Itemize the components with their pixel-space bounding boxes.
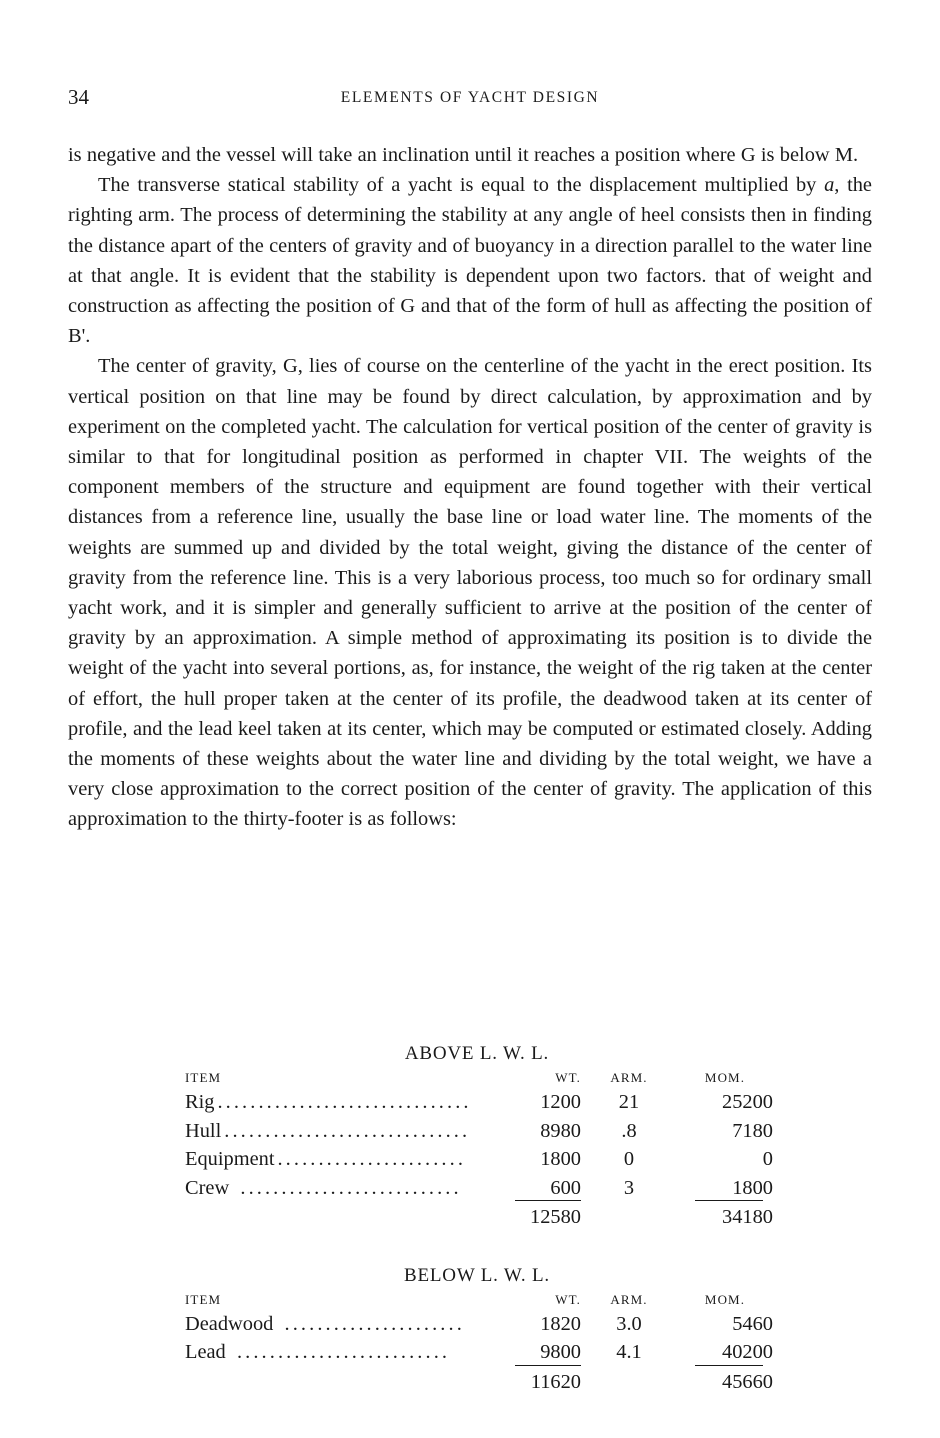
cell-mom: 7180	[732, 1119, 773, 1142]
cell-wt: 8980	[540, 1119, 581, 1142]
table-block-below	[68, 1262, 872, 1397]
item-name: Equipment	[185, 1148, 277, 1170]
column-header-mom: MOM.	[704, 1291, 746, 1307]
table-block-above	[68, 1040, 872, 1232]
total-wt: 12580	[530, 1206, 581, 1228]
cell-arm: 4.1	[616, 1341, 642, 1363]
column-header-item: ITEM	[185, 1291, 222, 1307]
column-header-wt: WT.	[555, 1070, 581, 1085]
weight-calculation-tables	[68, 1040, 872, 1396]
table-total-row	[185, 1367, 773, 1397]
table-row	[185, 1117, 773, 1146]
table-row	[185, 1338, 773, 1367]
total-arm-empty	[581, 1202, 677, 1232]
cell-wt: 600	[501, 1174, 581, 1203]
column-header-arm: ARM.	[610, 1291, 648, 1307]
cell-item	[185, 1338, 501, 1367]
cell-item	[185, 1117, 501, 1146]
paragraph-2: The transverse statical stability of a yacht is equal to the displacement multiplied by a, the righting arm. The process of determining the stability at any angle of heel consists then in finding the distance apart of the centers of gravity and of buoyancy in a direction parallel to the water line at that angle. It is evident that the stability is dependent upon two factors. that of weight and construction as affecting the position of G and that of the form of hull as affecting the position of B'.	[68, 174, 872, 348]
cell-mom: 25200	[722, 1091, 773, 1113]
cell-item	[185, 1088, 501, 1117]
dot-leader: ..........................	[228, 1341, 451, 1363]
cell-item-empty	[185, 1367, 501, 1397]
variable-a: a	[824, 174, 835, 197]
cell-wt: 1820	[540, 1312, 581, 1335]
column-header-wt: WT.	[555, 1291, 581, 1307]
column-header-item: ITEM	[185, 1070, 222, 1085]
cell-mom: 40200	[677, 1338, 773, 1367]
total-mom: 45660	[722, 1370, 773, 1393]
cell-wt: 1200	[540, 1091, 581, 1113]
table-row	[185, 1174, 773, 1203]
cell-arm: 21	[618, 1091, 640, 1113]
cell-wt: 9800	[501, 1338, 581, 1367]
dot-leader: .......................	[277, 1148, 467, 1170]
paragraph-1: is negative and the vessel will take an inclination until it reaches a position where G is below M.	[68, 144, 859, 166]
table-row	[185, 1088, 773, 1117]
cell-item	[185, 1145, 501, 1174]
page-number: 34	[68, 85, 89, 109]
cell-arm: 0	[623, 1148, 635, 1170]
cell-mom: 0	[762, 1148, 773, 1170]
item-name: Hull	[185, 1120, 224, 1142]
item-name: Deadwood	[185, 1313, 276, 1335]
dot-leader: ..............................	[224, 1119, 471, 1142]
total-wt: 11620	[530, 1370, 581, 1393]
total-mom: 34180	[722, 1206, 773, 1228]
total-arm-empty	[581, 1367, 677, 1397]
body-text	[68, 140, 872, 835]
cell-arm: 3	[623, 1176, 635, 1199]
item-name: Crew	[185, 1177, 232, 1199]
dot-leader: ...........................	[232, 1176, 462, 1199]
column-header-mom: MOM.	[704, 1070, 746, 1085]
cell-mom: 1800	[677, 1174, 773, 1203]
table-row	[185, 1310, 773, 1339]
table-total-row	[185, 1202, 773, 1232]
item-name: Lead	[185, 1341, 229, 1363]
cell-mom: 5460	[732, 1312, 773, 1335]
column-header-arm: ARM.	[610, 1070, 648, 1085]
table-header-row	[185, 1068, 773, 1088]
item-name: Rig	[185, 1091, 217, 1113]
cell-arm: .8	[621, 1119, 637, 1142]
running-head-title: ELEMENTS OF YACHT DESIGN	[340, 89, 600, 106]
cell-item-empty	[185, 1202, 501, 1232]
table-below	[185, 1290, 773, 1397]
running-head	[68, 84, 872, 110]
paragraph-3: The center of gravity, G, lies of course on the centerline of the yacht in the erect position. Its vertical position on that line may be found by direct calculation, by approximation and by experiment on the completed yacht. The calculation for vertical position of the center of gravity is similar to that for longitudinal position as performed in chapter VII. The weights of the component members of the structure and equipment are found together with their vertical distances from a reference line, usually the base line or load water line. The moments of the weights are summed up and divided by the total weight, giving the distance of the center of gravity from the reference line. This is a very laborious process, too much so for ordinary small yacht work, and it is simpler and generally sufficient to arrive at the position of the center of gravity by an approximation. A simple method of approximating its position is to divide the weight of the yacht into several portions, as, for instance, the weight of the rig taken at the center of effort, the hull proper taken at the center of its profile, the deadwood taken at its center of profile, and the lead keel taken at its center, which may be computed or estimated closely. Adding the moments of these weights about the water line and dividing by the total weight, we have a very close approximation to the correct position of the center of gravity. The application of this approximation to the thirty-footer is as follows:	[68, 355, 872, 831]
table-caption-above: ABOVE L. W. L.	[404, 1043, 550, 1064]
cell-item	[185, 1310, 501, 1339]
dot-leader: ......................	[276, 1312, 465, 1335]
table-caption-below: BELOW L. W. L.	[404, 1264, 550, 1286]
table-header-row	[185, 1290, 773, 1310]
table-spacer	[68, 1232, 872, 1262]
dot-leader: ...............................	[217, 1091, 472, 1113]
table-row	[185, 1145, 773, 1174]
cell-arm: 3.0	[616, 1312, 642, 1335]
table-above	[185, 1068, 773, 1232]
cell-item	[185, 1174, 501, 1203]
cell-wt: 1800	[540, 1148, 581, 1170]
